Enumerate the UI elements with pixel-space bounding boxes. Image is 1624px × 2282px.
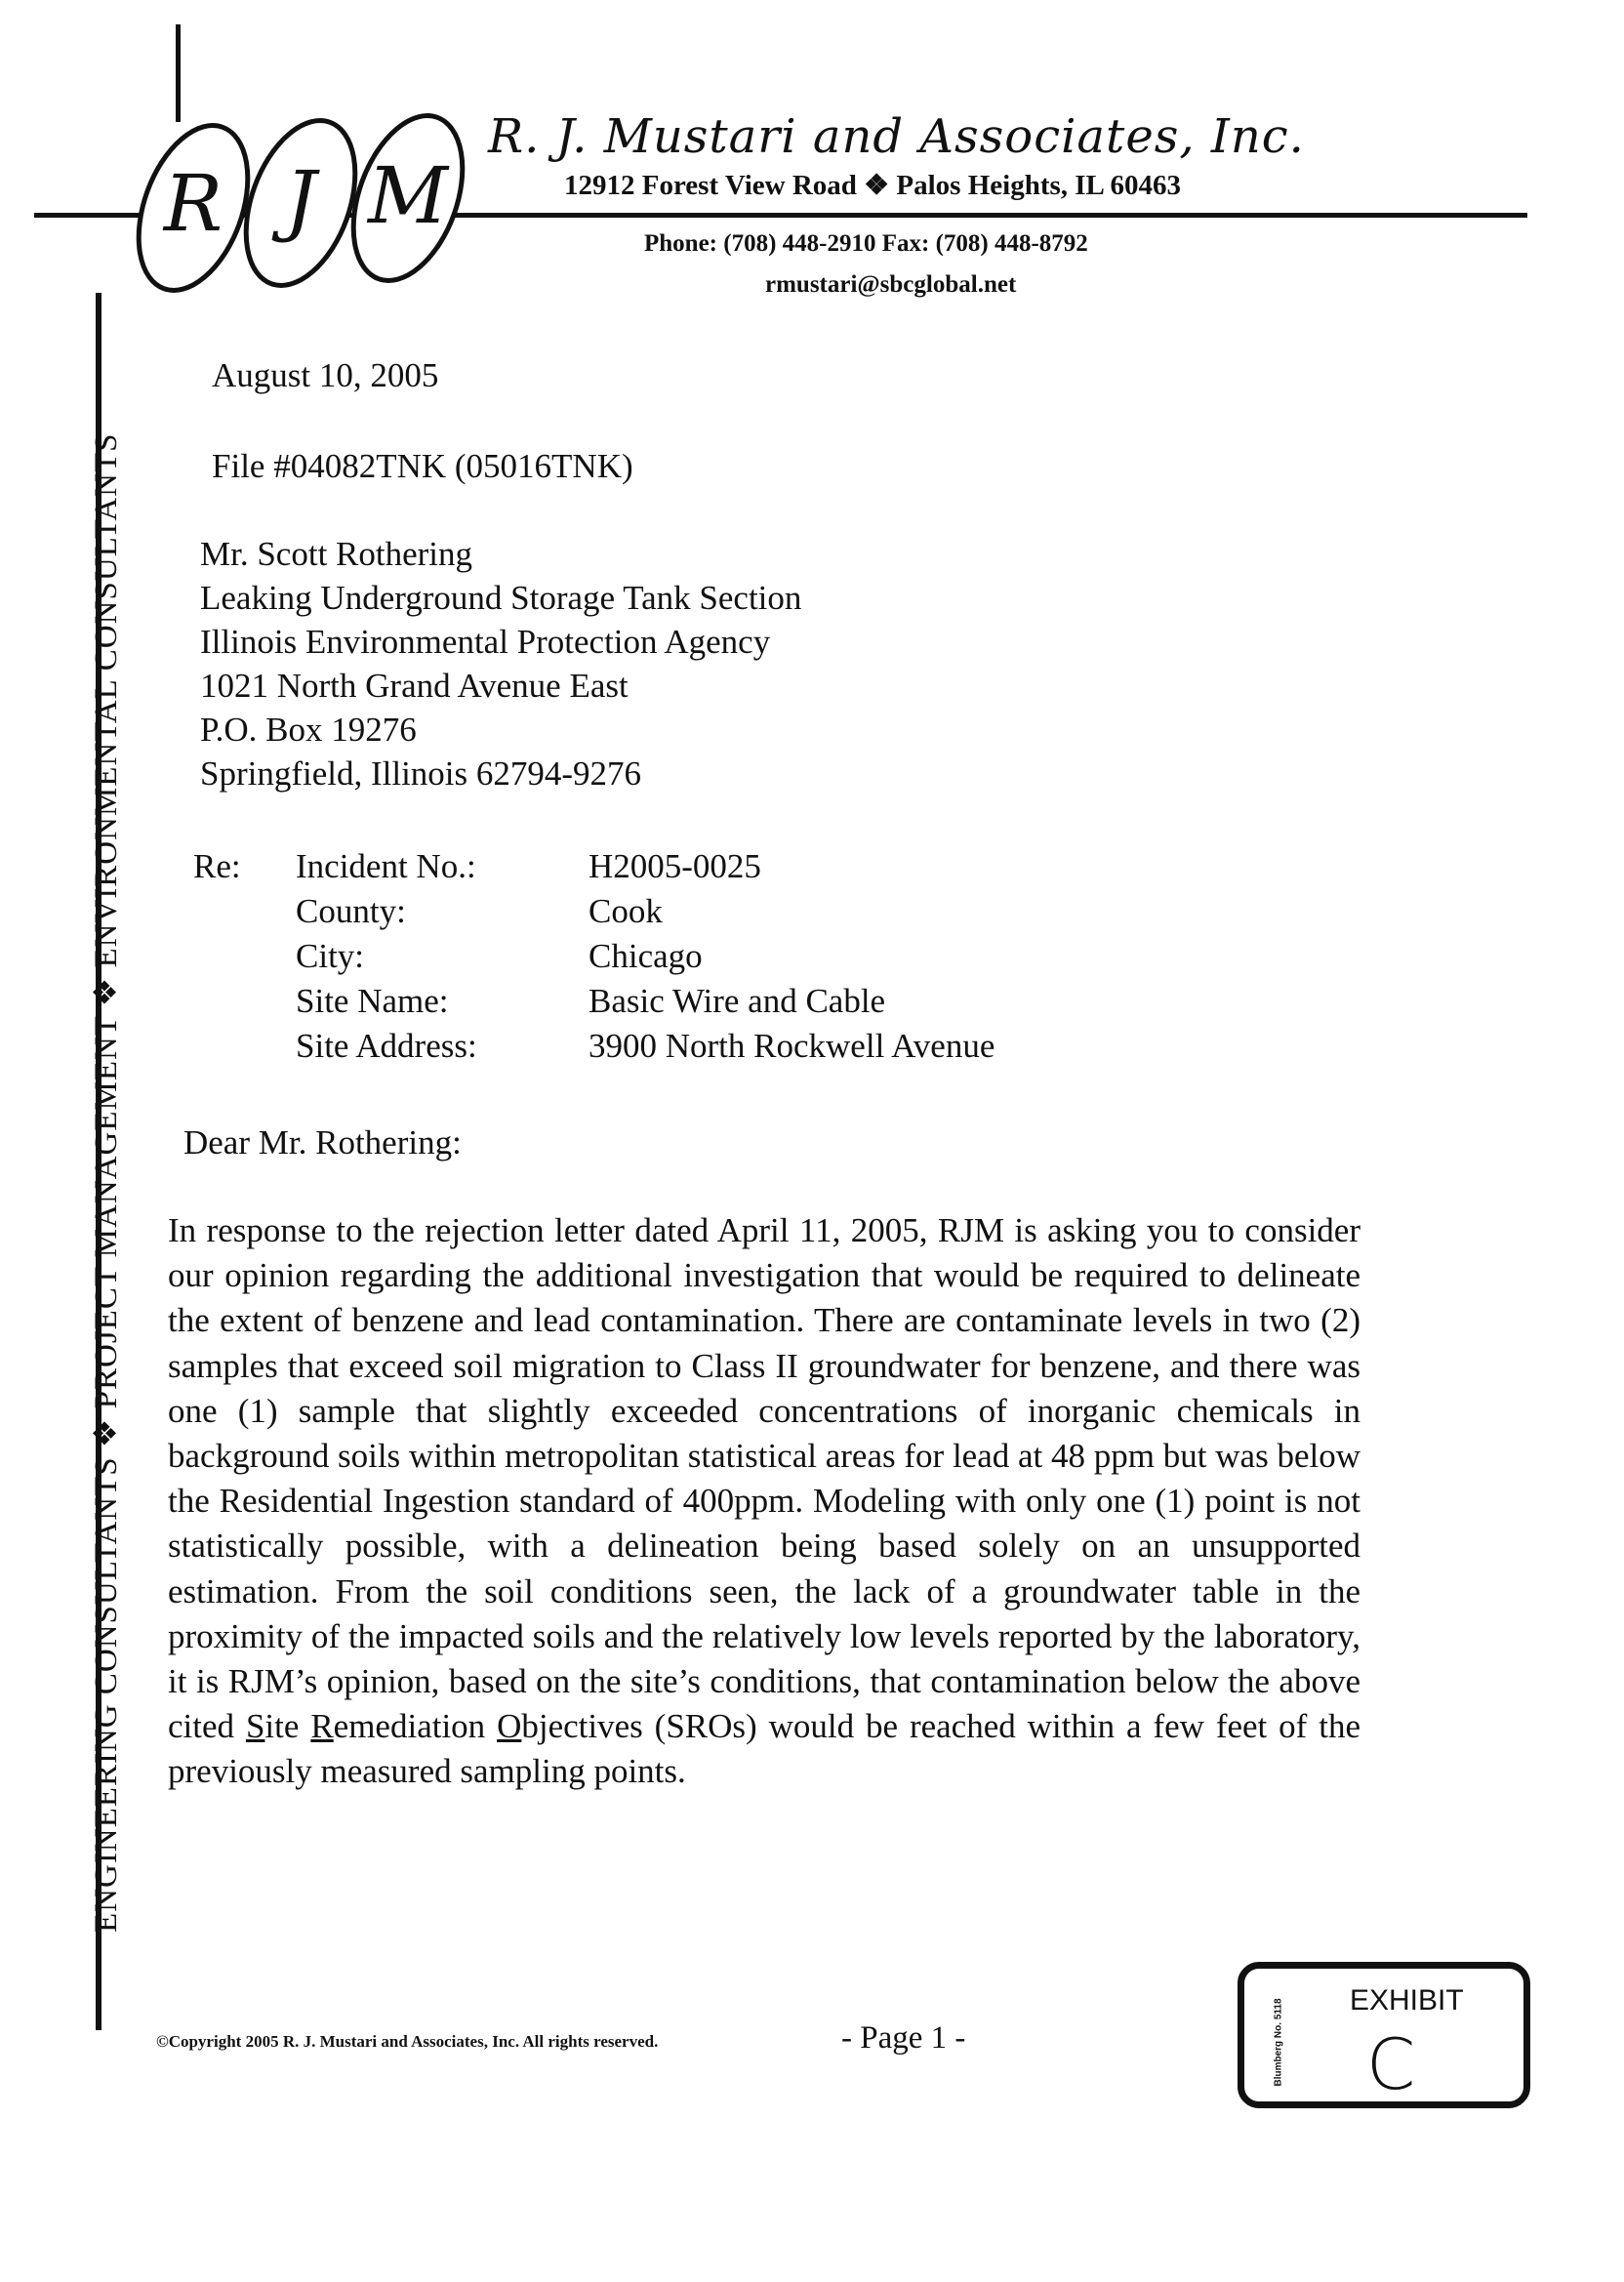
underlined-letter: S <box>245 1707 265 1746</box>
logo-letter-r: R <box>163 158 223 249</box>
company-email: rmustari@sbcglobal.net <box>765 271 1017 298</box>
exhibit-vendor-text: Blumberg No. 5118 <box>1273 1998 1284 2087</box>
paragraph-text: bjectives (SROs) would be reached within a few feet of the previously measured sampling points. <box>168 1707 1361 1791</box>
re-row-city <box>296 934 703 978</box>
re-key: Site Name: <box>296 982 449 1020</box>
re-label: Re: <box>193 847 241 885</box>
underlined-letter: O <box>497 1707 522 1746</box>
recipient-line: P.O. Box 19276 <box>200 711 417 749</box>
side-services-text: ENGINEERING CONSULTANTS ❖ PROJECT MANAGEMENT ❖ ENVIRONMENTAL CONSULTANTS <box>89 432 124 1933</box>
exhibit-label: EXHIBIT <box>1350 1984 1464 2017</box>
page-number: - Page 1 - <box>841 2020 966 2056</box>
logo-letter-m: M <box>368 150 448 241</box>
logo-letter-j: J <box>284 154 317 245</box>
re-row-county <box>296 889 663 933</box>
underlined-letter: R <box>310 1707 334 1746</box>
re-value: 3900 North Rockwell Avenue <box>589 1027 995 1065</box>
re-row-site-name <box>296 979 885 1023</box>
re-value: Cook <box>589 892 663 930</box>
footer-copyright: ©Copyright 2005 R. J. Mustari and Associates, Inc. All rights reserved. <box>156 2032 659 2051</box>
recipient-line: Illinois Environmental Protection Agency <box>200 623 771 661</box>
file-number: File #04082TNK (05016TNK) <box>212 447 633 485</box>
recipient-line: 1021 North Grand Avenue East <box>200 667 629 705</box>
re-value: Basic Wire and Cable <box>589 982 886 1020</box>
paragraph-text: ite <box>264 1707 311 1746</box>
company-phone-fax: Phone: (708) 448-2910 Fax: (708) 448-8792 <box>644 230 1088 257</box>
company-name: R. J. Mustari and Associates, Inc. <box>488 109 1305 164</box>
rjm-logo <box>125 105 496 301</box>
re-value: H2005-0025 <box>589 847 761 885</box>
re-key: Site Address: <box>296 1027 477 1065</box>
letter-date: August 10, 2005 <box>212 356 439 394</box>
re-key: County: <box>296 892 406 930</box>
paragraph-text: emediation <box>333 1707 498 1746</box>
re-row-incident <box>296 844 761 888</box>
exhibit-sticker <box>1238 1962 1530 2108</box>
recipient-line: Leaking Underground Storage Tank Section <box>200 579 802 617</box>
re-value: Chicago <box>589 937 703 975</box>
company-address: 12912 Forest View Road ❖ Palos Heights, IL 60463 <box>564 170 1182 201</box>
exhibit-letter: C <box>1366 2023 1416 2105</box>
paragraph-text: In response to the rejection letter dated April 11, 2005, RJM is asking you to consider our opinion regarding the additional investigation that would be required to delineate the extent of benzene and lead contamination. There are contaminate levels in two (2) samples that exceed soil migration to Class II groundwater for benzene, and there was one (1) sample that slightly exceeded concentrations of inorganic chemicals in background soils within metropolitan statistical areas for lead at 48 ppm but was below the Residential Ingestion standard of 400ppm. Modeling with only one (1) point is not statistically possible, with a delineation being based solely on an unsupported estimation. From the soil conditions seen, the lack of a groundwater table in the proximity of the impacted soils and the relatively low levels reported by the laboratory, it is RJM’s opinion, based on the site’s conditions, that contamination below the above cited <box>168 1211 1360 1746</box>
re-row-site-address <box>296 1024 995 1068</box>
re-key: Incident No.: <box>296 847 476 885</box>
recipient-address <box>200 532 801 795</box>
body-paragraph <box>168 1208 1360 1795</box>
salutation: Dear Mr. Rothering: <box>183 1123 462 1161</box>
recipient-line: Springfield, Illinois 62794-9276 <box>200 754 642 793</box>
re-key: City: <box>296 937 365 975</box>
recipient-line: Mr. Scott Rothering <box>200 535 473 573</box>
